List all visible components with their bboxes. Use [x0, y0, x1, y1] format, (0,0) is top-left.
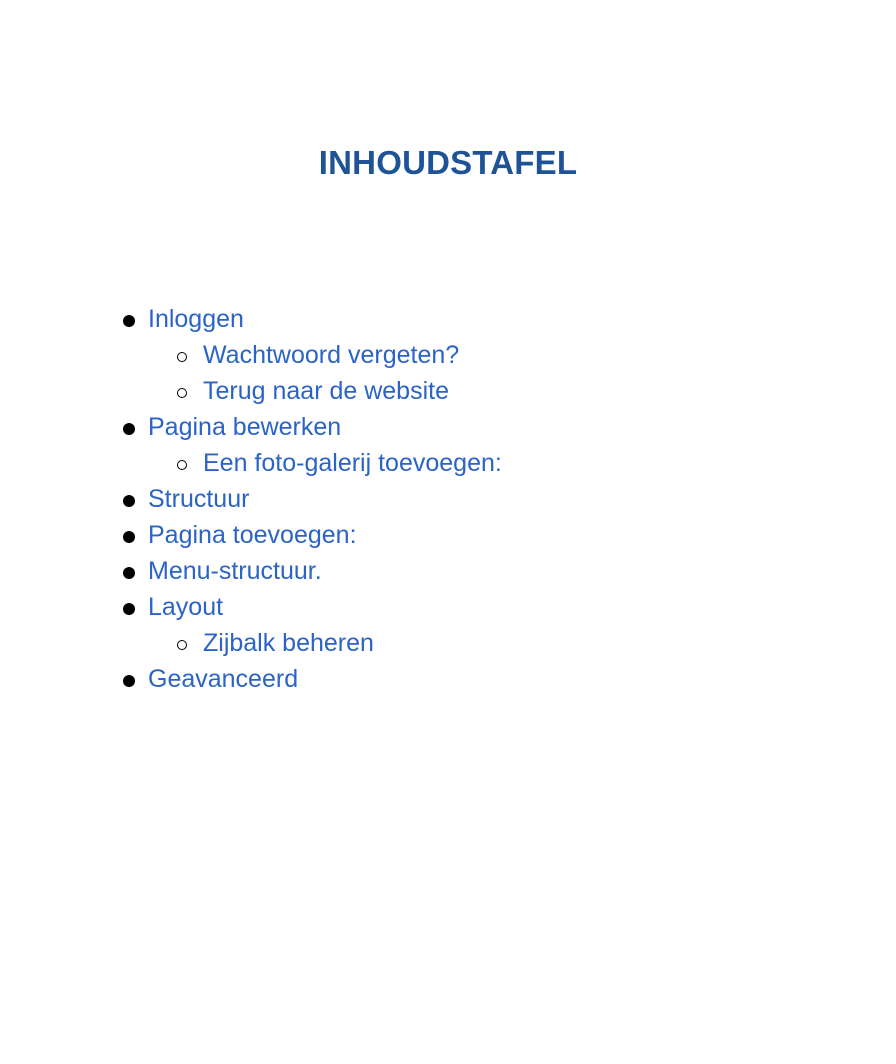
- disc-bullet-icon: [123, 481, 135, 517]
- toc-item-wachtwoord-vergeten: [0, 337, 896, 373]
- toc-link-een-foto-galerij-toevoegen[interactable]: Een foto-galerij toevoegen:: [203, 449, 502, 477]
- disc-bullet-icon: [123, 301, 135, 337]
- toc-link-menu-structuur[interactable]: Menu-structuur.: [148, 557, 322, 585]
- toc-item-geavanceerd: [0, 661, 896, 697]
- circle-bullet-icon: [177, 337, 187, 373]
- page-title: INHOUDSTAFEL: [318, 144, 578, 181]
- circle-bullet-icon: [177, 445, 187, 481]
- toc-item-menu-structuur: [0, 553, 896, 589]
- disc-bullet-icon: [123, 409, 135, 445]
- toc-link-pagina-bewerken[interactable]: Pagina bewerken: [148, 413, 342, 441]
- circle-bullet-icon: [177, 625, 187, 661]
- toc-link-wachtwoord-vergeten[interactable]: Wachtwoord vergeten?: [203, 341, 460, 369]
- disc-bullet-icon: [123, 517, 135, 553]
- toc-item-inloggen: [0, 301, 896, 337]
- toc-link-structuur[interactable]: Structuur: [148, 485, 250, 513]
- disc-bullet-icon: [123, 589, 135, 625]
- toc-link-inloggen[interactable]: Inloggen: [148, 305, 244, 333]
- toc-item-layout: [0, 589, 896, 625]
- disc-bullet-icon: [123, 553, 135, 589]
- toc-item-een-foto-galerij-toevoegen: [0, 445, 896, 481]
- toc-item-zijbalk-beheren: [0, 625, 896, 661]
- toc-link-pagina-toevoegen[interactable]: Pagina toevoegen:: [148, 521, 357, 549]
- table-of-contents: [0, 301, 896, 697]
- circle-bullet-icon: [177, 373, 187, 409]
- toc-link-layout[interactable]: Layout: [148, 593, 224, 621]
- toc-link-zijbalk-beheren[interactable]: Zijbalk beheren: [203, 629, 374, 657]
- toc-link-terug-naar-de-website[interactable]: Terug naar de website: [203, 377, 449, 405]
- toc-item-terug-naar-de-website: [0, 373, 896, 409]
- toc-item-pagina-toevoegen: [0, 517, 896, 553]
- toc-link-geavanceerd[interactable]: Geavanceerd: [148, 665, 299, 693]
- disc-bullet-icon: [123, 661, 135, 697]
- toc-item-pagina-bewerken: [0, 409, 896, 445]
- toc-item-structuur: [0, 481, 896, 517]
